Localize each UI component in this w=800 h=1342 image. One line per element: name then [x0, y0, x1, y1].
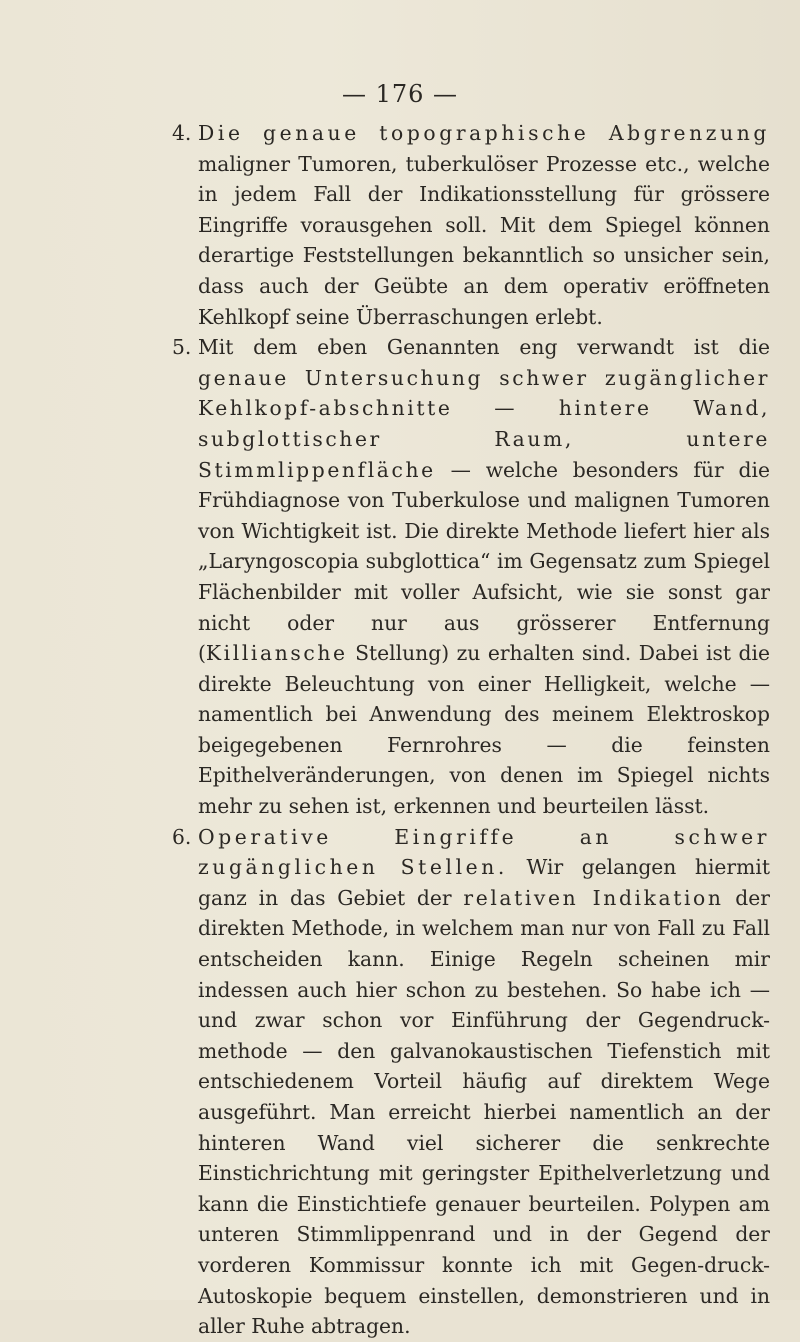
item-number: 6.: [172, 824, 192, 849]
item-text: Mit dem eben Genannten eng verwandt ist die: [198, 335, 770, 360]
spaced-heading: Die genaue topographische Abgrenzung: [198, 121, 770, 145]
item-text: — welche besonders für die Frühdiagnose von Tuberkulose und malignen Tumoren von Wichtigkeit ist. Die direkte Methode liefert hier als „Laryngoscopia subglottica“ im Gegensatz zum Spiegel Flächenbilder mit voller Aufsicht, wie sie sonst gar nicht oder nur aus grösserer Entfernung (: [198, 457, 770, 666]
item-text: der direkten Methode, in welchem man nur von Fall zu Fall entscheiden kann. Einige Regeln scheinen mir indessen auch hier schon zu bestehen. So habe ich — und zwar schon vor Einführung der Gegendruck-methode — den galvanokaustischen Tiefenstich mit entschiedenem Vorteil häufig auf direktem Wege ausgeführt. Man erreicht hierbei namentlich an der hinteren Wand viel sicherer die senkrechte Einstichrichtung mit geringster Epithelverletzung und kann die Einstichtiefe genauer beurteilen. Polypen am unteren Stimmlippenrand und in der Gegend der vorderen Kommissur konnte ich mit Gegen-druck-Autoskopie bequem einstellen, demonstrieren und in aller Ruhe abtragen.: [198, 885, 770, 1339]
spaced-heading: genaue Untersuchung schwer zugänglicher Kehlkopf-abschnitte — hintere Wand, subglottischer Raum, untere Stimmlippenfläche: [198, 365, 770, 482]
spaced-heading: Operative Eingriffe an schwer zugänglichen Stellen.: [198, 824, 770, 880]
item-number: 5.: [172, 335, 192, 360]
item-text: Stellung) zu erhalten sind. Dabei ist die direkte Beleuchtung von einer Helligkeit, welche — namentlich bei Anwendung des meinem Elektroskop beigegebenen Fernrohres — die feinsten Epithelveränderungen, von denen im Spiegel nichts mehr zu sehen ist, erkennen und beurteilen lässt.: [198, 641, 770, 819]
item-text: maligner Tumoren, tuberkulöser Prozesse etc., welche in jedem Fall der Indikationsstellung für grössere Eingriffe vorausgehen soll. Mit dem Spiegel können derartige Feststellungen bekanntlich so unsicher sein, dass auch der Geübte an dem operativ eröffneten Kehlkopf seine Überraschungen erlebt.: [198, 151, 770, 329]
spaced-name: Killiansche: [205, 641, 348, 666]
list-item-5: [172, 332, 770, 822]
item-paragraph: [198, 332, 770, 822]
item-paragraph: [198, 822, 770, 1342]
page-number: — 176 —: [341, 80, 459, 108]
list-item-4: [172, 118, 770, 332]
item-text: Wir gelangen hiermit ganz in das Gebiet der: [198, 855, 770, 910]
page-body: [172, 118, 770, 1342]
item-paragraph: [198, 118, 770, 332]
item-number: 4.: [172, 121, 192, 145]
list-item-6: [172, 822, 770, 1342]
spaced-heading: relativen Indikation: [463, 885, 724, 910]
